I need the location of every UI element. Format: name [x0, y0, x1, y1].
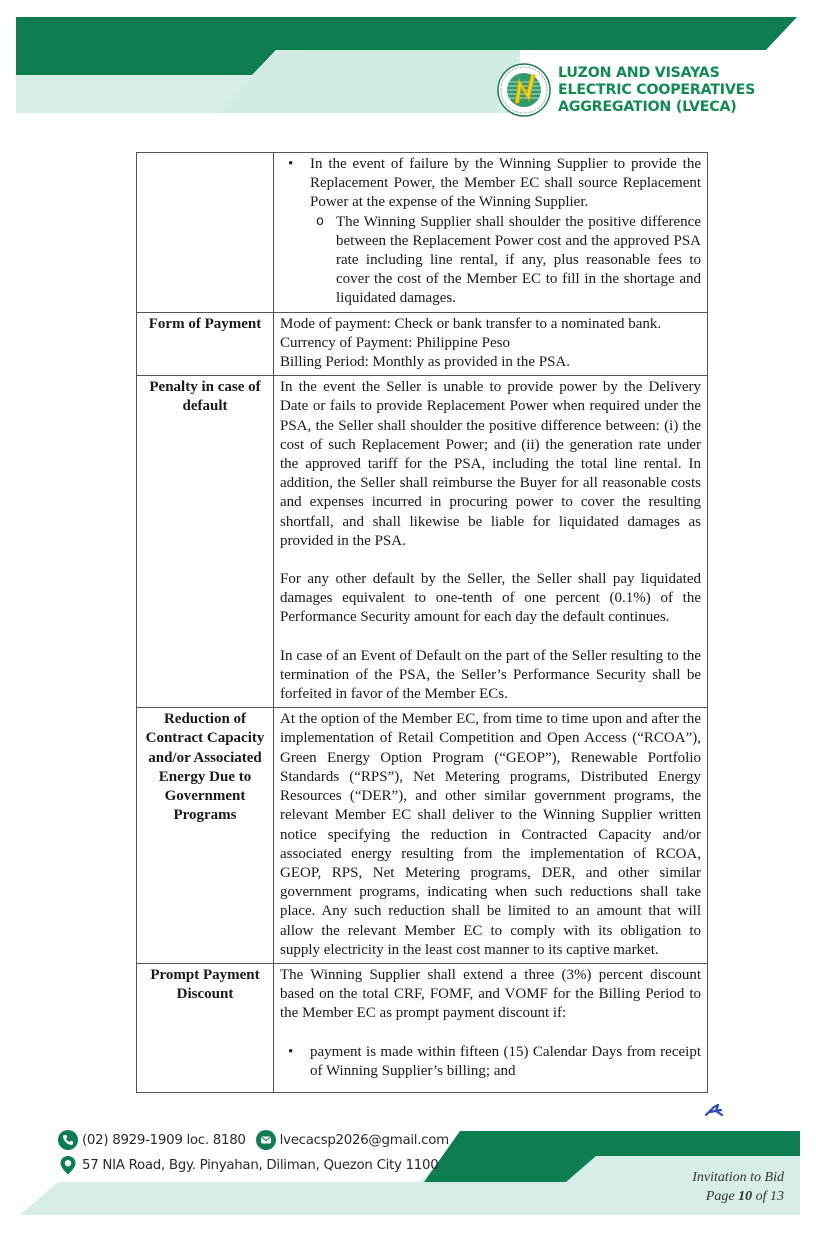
table-row-prompt-payment-discount	[137, 963, 708, 1092]
list-item: • payment is made within fifteen (15) Calendar Days from receipt of Winning Supplier’s billing; and	[310, 1043, 701, 1081]
bullet-list	[280, 1043, 701, 1081]
paragraph: In case of an Event of Default on the part of the Seller resulting to the termination of the PSA, the Seller’s Performance Security shall be forfeited in favor of the Member ECs.	[280, 647, 701, 703]
nea-seal-lightning-icon	[497, 63, 551, 117]
current-page: 10	[738, 1189, 753, 1204]
row-content	[274, 708, 708, 964]
paragraph: For any other default by the Seller, the Seller shall pay liquidated damages equivalent to one-tenth of one percent (0.1%) of the Performance Security amount for each day the default continues.	[280, 571, 701, 626]
mail-icon	[256, 1130, 276, 1150]
page-info	[692, 1168, 784, 1206]
paragraph: At the option of the Member EC, from time to time upon and after the implementation of Retail Competition and Open Access (“RCOA”), Green Energy Option Program (“GEOP”), Renewable Portfolio Standards (“RPS”), Net Metering programs, Distributed Energy Resources (“DER”), and other similar government programs, the relevant Member EC shall deliver to the Winning Supplier written notice specifying the reduction in Contracted Capacity and/or associated energy resulting from the implementation of RCOA, GEOP, RPS, Net Metering programs, DER, and other similar government programs, indicating when such reductions shall take place. Any such reduction shall be limited to an amount that will allow the relevant Member EC to comply with its obligation to supply electricity in the least cost manner to its captive market.	[280, 711, 701, 958]
location-pin-icon	[58, 1155, 78, 1175]
org-name-line-1: LUZON AND VISAYAS	[558, 64, 720, 81]
footer-contact-row	[58, 1130, 449, 1150]
phone-number[interactable]: (02) 8929-1909 loc. 8180	[82, 1132, 246, 1148]
list-item	[310, 155, 701, 309]
email-link[interactable]: lvecacsp2026@gmail.com	[279, 1132, 449, 1148]
row-content	[274, 963, 708, 1092]
row-content	[274, 153, 708, 313]
paragraph: The Winning Supplier shall extend a three (3%) percent discount based on the total CRF, FOMF, and VOMF for the Billing Period to the Member EC as prompt payment discount if:	[280, 966, 701, 1022]
org-name-line-2: ELECTRIC COOPERATIVES	[558, 81, 756, 98]
bullet-text: In the event of failure by the Winning Supplier to provide the Replacement Power, the Member EC shall source Replacement Power at the expense of the Winning Supplier.	[310, 156, 701, 211]
table-row-penalty	[137, 376, 708, 708]
payment-mode: Mode of payment: Check or bank transfer to a nominated bank.	[280, 315, 662, 332]
bullet-list	[280, 155, 701, 309]
total-pages: 13	[770, 1189, 784, 1204]
payment-currency: Currency of Payment: Philippine Peso	[280, 334, 510, 351]
table-row-reduction-contract-capacity	[137, 708, 708, 964]
table-row-replacement-power	[137, 153, 708, 313]
org-name	[558, 65, 755, 116]
page-number: Page 10 of 13	[705, 1189, 784, 1204]
row-label: Reduction of Contract Capacity and/or Associated Energy Due to Government Programs	[137, 708, 274, 964]
billing-period: Billing Period: Monthly as provided in the PSA.	[280, 354, 571, 371]
row-content	[274, 376, 708, 708]
row-label-empty	[137, 153, 274, 313]
footer-address-row	[58, 1155, 438, 1175]
row-content	[274, 312, 708, 376]
sub-bullet-list	[310, 213, 701, 309]
sub-list-item: o The Winning Supplier shall shoulder the positive difference between the Replacement Power cost and the approved PSA rate including line rental, if any, plus reasonable fees to cover the cost of the Member EC to fill in the shortage and liquidated damages.	[336, 213, 701, 309]
table-row-form-of-payment	[137, 312, 708, 376]
address: 57 NIA Road, Bgy. Pinyahan, Diliman, Quezon City 1100	[82, 1157, 439, 1173]
phone-icon	[58, 1130, 78, 1150]
org-name-line-3: AGGREGATION (LVECA)	[558, 98, 737, 115]
row-label: Prompt Payment Discount	[137, 963, 274, 1092]
handwritten-initials-mark	[704, 1102, 726, 1118]
row-label: Form of Payment	[137, 312, 274, 376]
document-title: Invitation to Bid	[692, 1170, 784, 1185]
paragraph: In the event the Seller is unable to provide power by the Delivery Date or fails to provide Replacement Power when required under the PSA, the Seller shall shoulder the positive difference between: (i) the cost of such Replacement Power; and (ii) the generation rate under the approved tariff for the PSA, including the total line rental. In addition, the Seller shall reimburse the Buyer for all reasonable costs and expenses incurred in procuring power to cover the resulting shortfall, and shall likewise be liable for liquidated damages as provided in the PSA.	[280, 379, 701, 549]
org-logo	[497, 60, 767, 120]
row-label: Penalty in case of default	[137, 376, 274, 708]
terms-table	[136, 152, 708, 1093]
